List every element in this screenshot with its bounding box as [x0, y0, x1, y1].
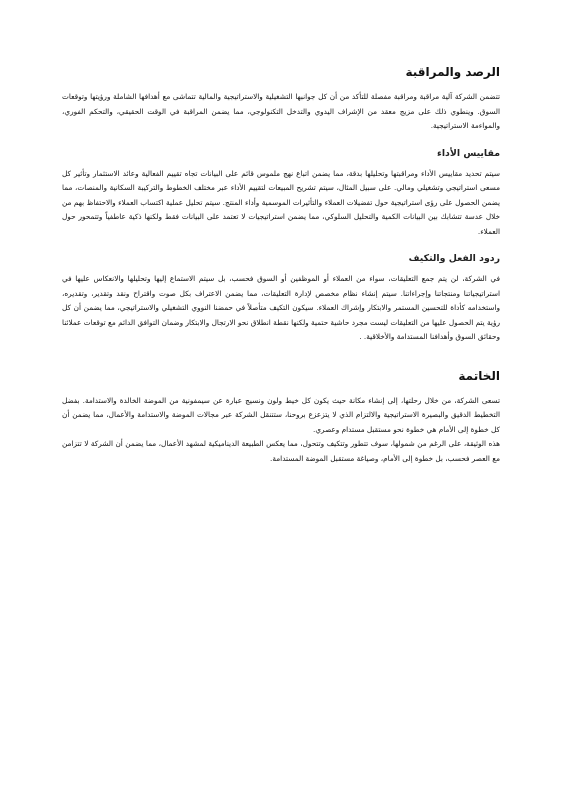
spacer: [62, 358, 500, 366]
paragraph-feedback: في الشركة، لن يتم جمع التعليقات، سواء من العملاء أو الموظفين أو السوق فحسب، بل سيتم الاستماع إليها وتحليلها والانعكاس عليها في استراتيجياتنا ومنتجاتنا وإجراءاتنا. سيتم إنشاء نظام مخصص لإدارة التعليقات، مما يضمن الاعتراف بكل صوت واقتراح ونقد وتقدير، وتقديره، واستخدامه كأداة للتحسين المستمر والابتكار وإشراك العملاء. سيكون التكيف متأصلاً في حمضنا النووي التشغيلي والاستراتيجي، مما يضمن أن كل رؤية يتم الحصول عليها من التعليقات ليست مجرد حاشية حتمية ولكنها نقطة انطلاق نحو الارتجال والابتكار وضمان التوافق الدائم مع توقعات عملائنا وحقائق السوق وأهدافنا المستدامة والأخلاقية. .: [62, 274, 500, 341]
section-monitoring: [62, 62, 500, 134]
section-title-monitoring: الرصد والمراقبة: [405, 65, 500, 79]
section-title-conclusion: الخاتمة: [458, 368, 500, 383]
section-performance: [62, 147, 500, 240]
section-title-performance: مقاييس الأداء: [437, 147, 500, 159]
paragraph-performance: سيتم تحديد مقاييس الأداء ومراقبتها وتحليلها بدقة، مما يضمن اتباع نهج ملموس قائم على البيانات تجاه تقييم الفعالية وعائد الاستثمار وتأثير كل مسعى استراتيجي وتشغيلي ومالي. على سبيل المثال، سيتم تشريح المبيعات لتقييم الأداء عبر مختلف الخطوط والتركيبة السكانية والمنصات، مما يضمن الحصول على رؤى استراتيجية حول تفضيلات العملاء والتأثيرات الموسمية وأداء المنتج. سيتم تحليل عملية اكتساب العملاء والاحتفاظ بهم من خلال عدسة تتشابك بين البيانات الكمية والتحليل السلوكي، مما يضمن استراتيجيات لا تعتمد على البيانات فقط ولكنها ذكية عاطفياً وتتمحور حول العملاء.: [62, 168, 500, 236]
section-conclusion: [62, 366, 500, 467]
section-feedback: [62, 252, 500, 345]
document-page: [62, 62, 500, 479]
paragraph-conclusion-1: تسعى الشركة، من خلال رحلتها، إلى إنشاء مكانة حيث يكون كل خيط ولون ونسيج عبارة عن سيمفونية من الموضة الخالدة والاستدامة. بفضل التخطيط الدقيق والبصيرة الاستراتيجية والالتزام الذي لا يتزعزع بروحنا، ستتنقل الشركة عبر مجالات الموضة والاستدامة والأعمال، مما يضمن أن كل خطوة إلى الأمام هي خطوة نحو مستقبل مستدام وعصري.: [62, 395, 500, 434]
paragraph-monitoring: تتضمن الشركة آلية مراقبة ومراقبة مفصلة للتأكد من أن كل جوانبها التشغيلية والاستراتيجية والمالية تتماشى مع أهدافها الشاملة ورؤيتها وتوقعات السوق. وينطوي ذلك على مزيج معقد من الإشراف اليدوي والتدخل التكنولوجي، مما يضمن المراقبة في الوقت الحقيقي، والتحكم الفوري، والمواءمة الاستراتيجية.: [62, 92, 500, 130]
paragraph-conclusion-2: هذه الوثيقة، على الرغم من شمولها، سوف تتطور وتتكيف وتتحول، مما يعكس الطبيعة الديناميكية لمشهد الأعمال، مما يضمن أن الشركة لا تتزامن مع العصر فحسب، بل خطوة إلى الأمام، وصياغة مستقبل الموضة المستدامة.: [62, 439, 500, 463]
section-title-feedback: ردود الفعل والتكيف: [408, 253, 500, 264]
